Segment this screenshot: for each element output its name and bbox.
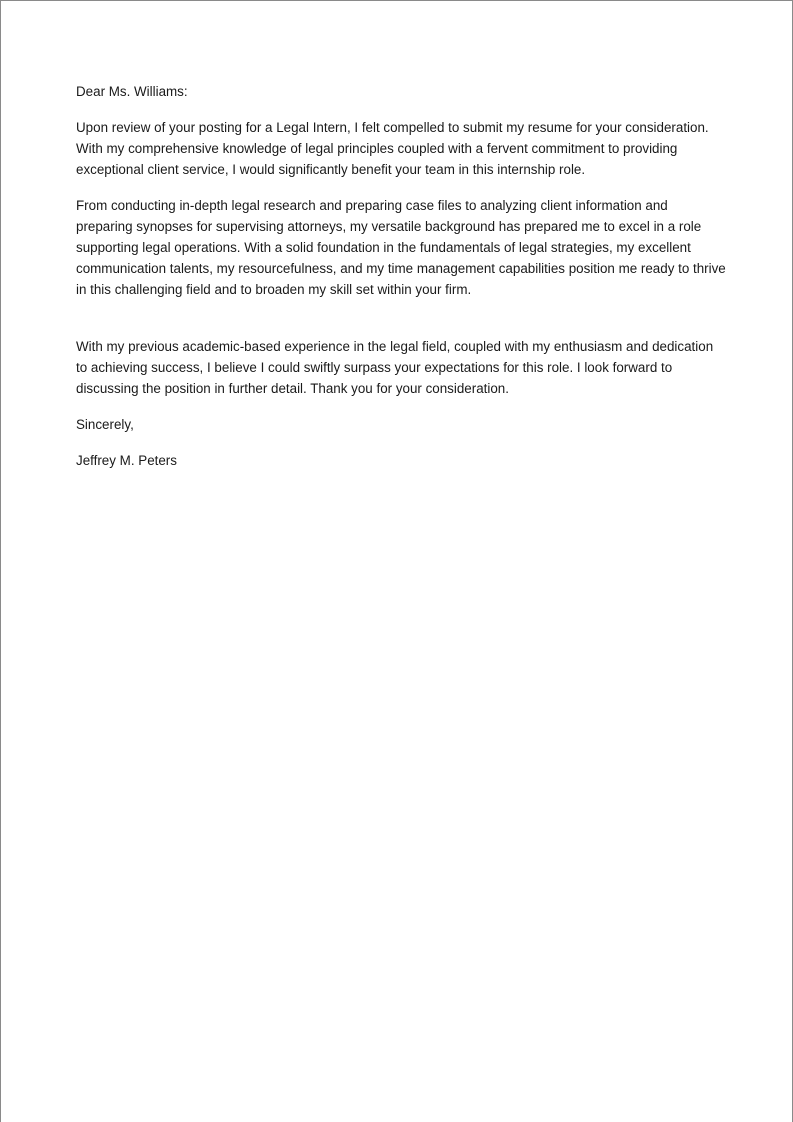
paragraph-experience: From conducting in-depth legal research and preparing case files to analyzing client information and preparing synopses for supervising attorneys, my versatile background has prepared me to excel in a role supporting legal operations. With a solid foundation in the fundamentals of legal strategies, my excellent communication talents, my resourcefulness, and my time management capabilities position me ready to thrive in this challenging field and to broaden my skill set within your firm.: [76, 198, 726, 297]
paragraph-intro: Upon review of your posting for a Legal Intern, I felt compelled to submit my resume for your consideration. With my comprehensive knowledge of legal principles coupled with a fervent commitment to providing exceptional client service, I would significantly benefit your team in this internship role.: [76, 120, 709, 177]
cover-letter: [76, 81, 726, 471]
salutation: Dear Ms. Williams:: [76, 84, 188, 99]
signature-name: Jeffrey M. Peters: [76, 453, 177, 468]
paragraph-conclusion: With my previous academic-based experience in the legal field, coupled with my enthusiasm and dedication to achieving success, I believe I could swiftly surpass your expectations for this role. I look forward to discussing the position in further detail. Thank you for your consideration.: [76, 339, 714, 396]
closing: Sincerely,: [76, 417, 134, 432]
